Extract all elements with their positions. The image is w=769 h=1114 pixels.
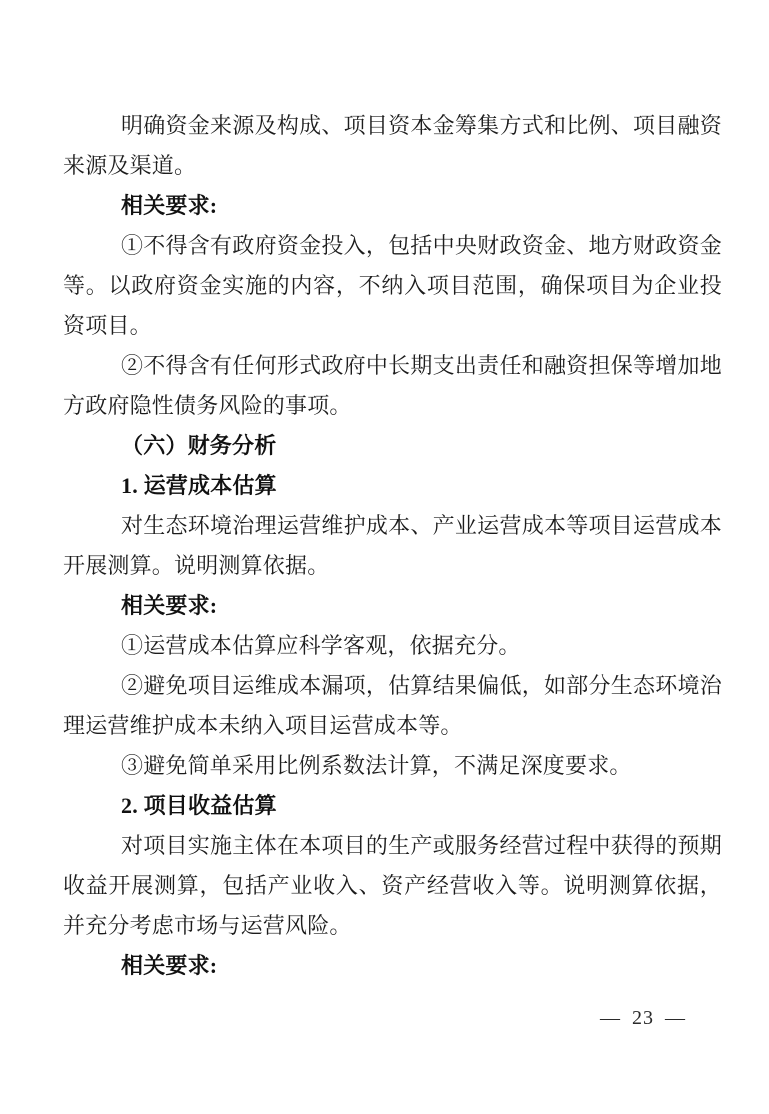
page-number: — 23 — [600, 1007, 686, 1029]
para-requirement-2-1: ①运营成本估算应科学客观，依据充分。 [121, 633, 521, 658]
heading-related-requirements-3: 相关要求: [121, 953, 218, 978]
document-body [63, 106, 722, 986]
heading-section-6-financial-analysis: （六）财务分析 [121, 433, 277, 458]
heading-1-operation-cost-estimate: 1. 运营成本估算 [121, 473, 277, 498]
para-operation-cost-desc: 对生态环境治理运营维护成本、产业运营成本等项目运营成本开展测算。说明测算依据。 [63, 513, 722, 578]
heading-related-requirements-2: 相关要求: [121, 593, 218, 618]
para-funding-sources: 明确资金来源及构成、项目资本金筹集方式和比例、项目融资来源及渠道。 [63, 113, 722, 178]
heading-2-project-revenue-estimate: 2. 项目收益估算 [121, 793, 277, 818]
para-requirement-2-2: ②避免项目运维成本漏项，估算结果偏低，如部分生态环境治理运营维护成本未纳入项目运营成本等。 [63, 673, 722, 738]
para-requirement-1-1: ①不得含有政府资金投入，包括中央财政资金、地方财政资金等。以政府资金实施的内容，不纳入项目范围，确保项目为企业投资项目。 [63, 233, 722, 338]
heading-related-requirements-1: 相关要求: [121, 193, 218, 218]
para-revenue-desc: 对项目实施主体在本项目的生产或服务经营过程中获得的预期收益开展测算，包括产业收入、资产经营收入等。说明测算依据，并充分考虑市场与运营风险。 [63, 833, 722, 938]
para-requirement-2-3: ③避免简单采用比例系数法计算，不满足深度要求。 [121, 753, 632, 778]
para-requirement-1-2: ②不得含有任何形式政府中长期支出责任和融资担保等增加地方政府隐性债务风险的事项。 [63, 353, 722, 418]
